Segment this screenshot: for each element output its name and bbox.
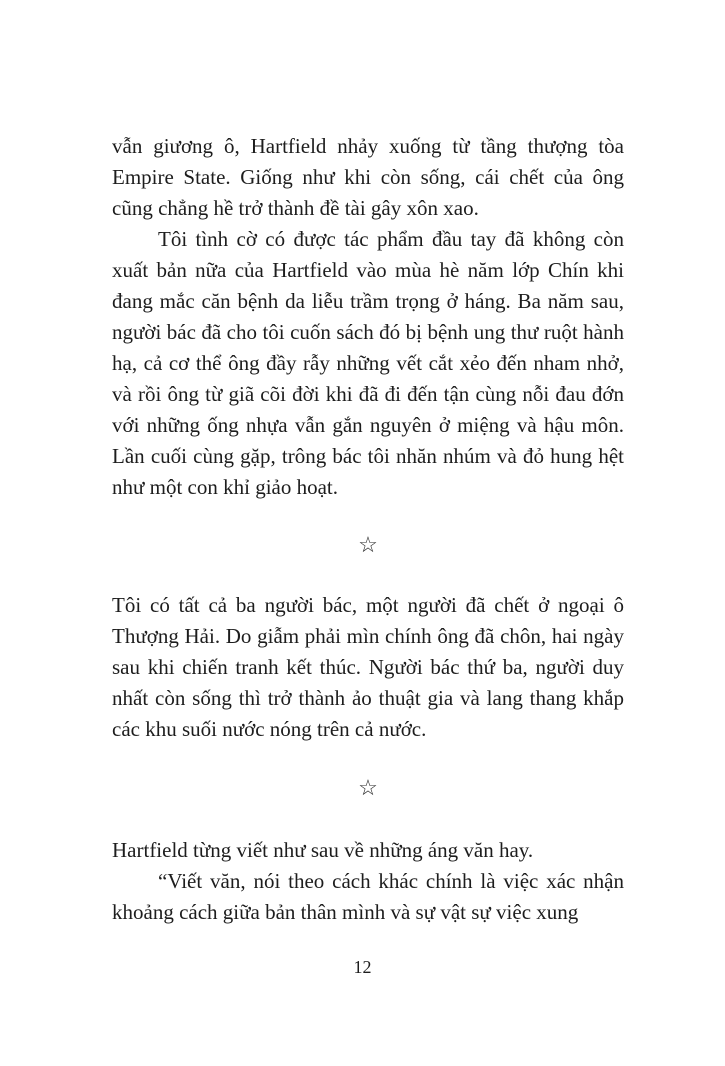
paragraph: Tôi có tất cả ba người bác, một người đã chết ở ngoại ô Thượng Hải. Do giẫm phải mìn chính ông đã chôn, hai ngày sau khi chiến tranh kết thúc. Người bác thứ ba, người duy nhất còn sống thì trở thành ảo thuật gia và lang thang khắp các khu suối nước nóng trên cả nước. bbox=[112, 593, 624, 741]
star-divider-icon: ☆ bbox=[358, 775, 378, 800]
page-number: 12 bbox=[353, 957, 372, 977]
paragraph-quote: “Viết văn, nói theo cách khác chính là việc xác nhận khoảng cách giữa bản thân mình và sự vật sự việc xung bbox=[112, 869, 624, 924]
paragraph: Hartfield từng viết như sau về những áng văn hay. bbox=[112, 838, 534, 862]
paragraph: Tôi tình cờ có được tác phẩm đầu tay đã không còn xuất bản nữa của Hartfield vào mùa hè năm lớp Chín khi đang mắc căn bệnh da liễu trầm trọng ở háng. Ba năm sau, người bác đã cho tôi cuốn sách đó bị bệnh ung thư ruột hành hạ, cả cơ thể ông đầy rẫy những vết cắt xẻo đến nham nhở, và rồi ông từ giã cõi đời khi đã đi đến tận cùng nỗi đau đớn với những ống nhựa vẫn gắn nguyên ở miệng và hậu môn. Lần cuối cùng gặp, trông bác tôi nhăn nhúm và đỏ hung hệt như một con khỉ giảo hoạt. bbox=[112, 227, 624, 499]
text-column bbox=[112, 131, 624, 928]
star-divider-icon: ☆ bbox=[358, 532, 378, 557]
paragraph-continuation: vẫn giương ô, Hartfield nhảy xuống từ tầng thượng tòa Empire State. Giống như khi còn sống, cái chết của ông cũng chẳng hề trở thành đề tài gây xôn xao. bbox=[112, 134, 624, 220]
